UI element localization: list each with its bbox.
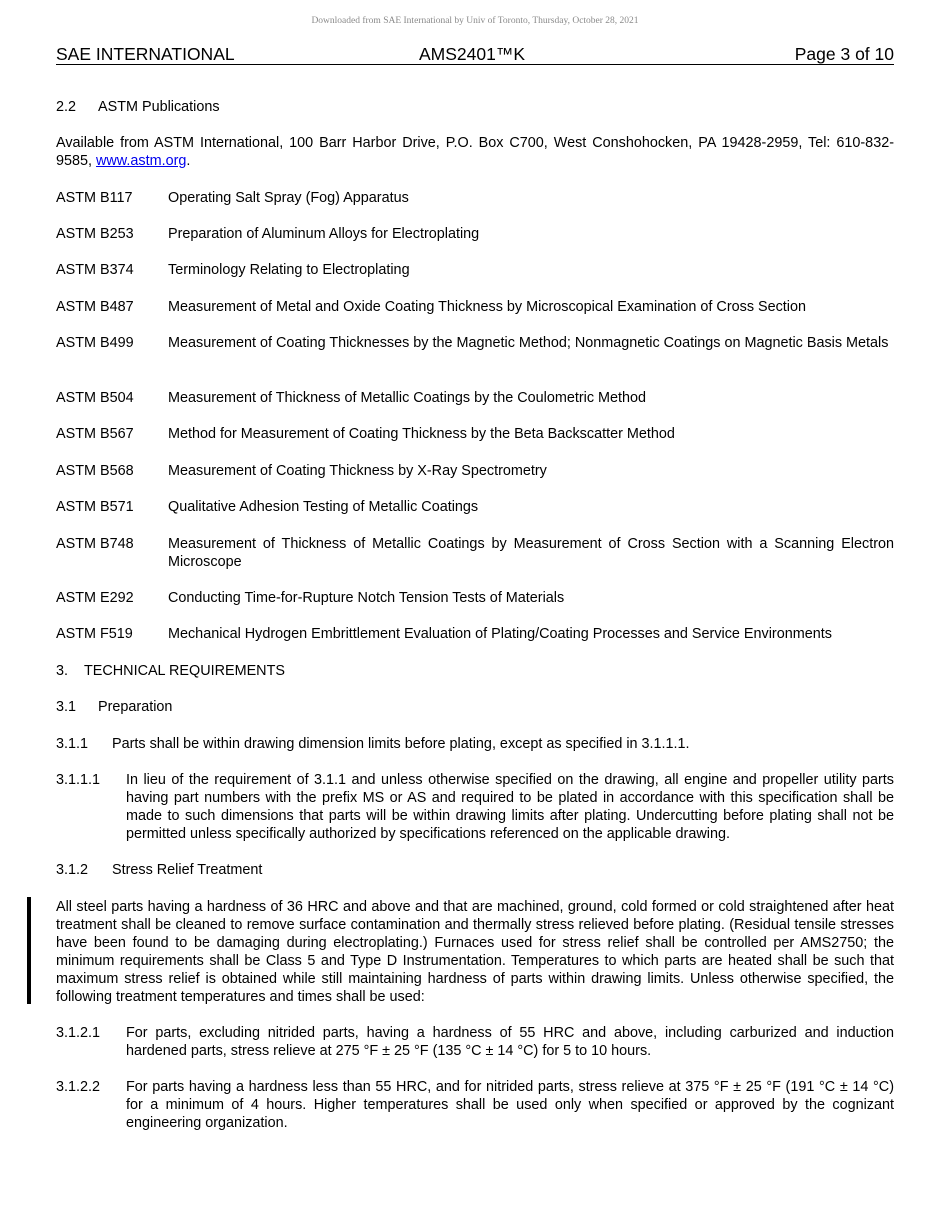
ref-code: ASTM B253	[56, 226, 134, 242]
ref-code: ASTM E292	[56, 590, 134, 606]
ref-code: ASTM B571	[56, 499, 134, 515]
ref-code: ASTM B117	[56, 190, 133, 206]
watermark: Downloaded from SAE International by Univ of Toronto, Thursday, October 28, 2021	[311, 16, 639, 26]
header-page-number: Page 3 of 10	[794, 44, 894, 64]
section-3-1-2-1-number: 3.1.2.1	[56, 1025, 101, 1041]
section-3-1-1-1-text: In lieu of the requirement of 3.1.1 and unless otherwise specified on the drawing, all engine and propeller utility parts having part numbers with the prefix MS or AS and required to be plated in accordance with this specification shall be made to such dimensions that parts will be within drawing limits after plating. Undercutting before plating shall not be permitted unless specifically authorized by specifications referenced on the applicable drawing.	[126, 772, 894, 842]
ref-title: Measurement of Metal and Oxide Coating Thickness by Microscopical Examination of Cross Section	[168, 299, 807, 315]
ref-title: Measurement of Thickness of Metallic Coatings by Measurement of Cross Section with a Scanning Electron Microscope	[168, 536, 894, 570]
section-3-1-2-1-text: For parts, excluding nitrided parts, having a hardness of 55 HRC and above, including carburized and induction hardened parts, stress relieve at 275 °F ± 25 °F (135 °C ± 14 °C) for 5 to 10 hours.	[126, 1025, 894, 1059]
section-2-2-number: 2.2	[56, 99, 77, 115]
ref-title: Preparation of Aluminum Alloys for Electroplating	[168, 226, 480, 242]
section-3-number: 3.	[56, 663, 69, 679]
section-3-1-title: Preparation	[98, 699, 173, 715]
section-3-1-2-title: Stress Relief Treatment	[112, 862, 263, 878]
revision-change-bar	[27, 897, 31, 1004]
ref-code: ASTM F519	[56, 626, 133, 642]
ref-code: ASTM B504	[56, 390, 134, 406]
section-3-1-2-2-text: For parts having a hardness less than 55 HRC, and for nitrided parts, stress relieve at 375 °F ± 25 °F (191 °C ± 14 °C) for a minimum of 4 hours. Higher temperatures shall be used only when specified or approved by the cognizant engineering organization.	[126, 1079, 894, 1131]
header-doc-id: AMS2401™K	[419, 44, 526, 64]
section-3-1-2-number: 3.1.2	[56, 862, 89, 878]
ref-title: Conducting Time-for-Rupture Notch Tension Tests of Materials	[168, 590, 565, 606]
ref-code: ASTM B567	[56, 426, 134, 442]
section-3-1-1-1-number: 3.1.1.1	[56, 772, 101, 788]
astm-availability-text: Available from ASTM International, 100 Barr Harbor Drive, P.O. Box C700, West Conshohocken, PA 19428-2959, Tel: 610-832-9585,	[56, 135, 894, 169]
page-header	[56, 44, 894, 65]
section-3-1-1-text: Parts shall be within drawing dimension limits before plating, except as specified in 3.1.1.1.	[112, 736, 690, 752]
ref-code: ASTM B748	[56, 536, 134, 552]
ref-code: ASTM B499	[56, 335, 134, 351]
stress-relief-paragraph: All steel parts having a hardness of 36 HRC and above and that are machined, ground, cold formed or cold straightened after heat treatment shall be cleaned to remove surface contamination and thermally stress relieved before plating. (Residual tensile stresses have been found to be damaging during electroplating.) Furnaces used for stress relief shall be controlled per AMS2750; the minimum requirements shall be Class 5 and Type D Instrumentation. Temperatures to which parts are heated shall be such that maximum stress relief is obtained while still maintaining hardness of parts within drawing limits. Unless otherwise specified, the following treatment temperatures and times shall be used:	[56, 899, 894, 1005]
ref-code: ASTM B568	[56, 463, 134, 479]
section-3-title: TECHNICAL REQUIREMENTS	[84, 663, 285, 679]
astm-link-suffix: .	[186, 153, 191, 169]
ref-title: Operating Salt Spray (Fog) Apparatus	[168, 190, 409, 206]
ref-title: Measurement of Coating Thicknesses by the Magnetic Method; Nonmagnetic Coatings on Magnetic Basis Metals	[168, 335, 889, 351]
section-2-2-title: ASTM Publications	[98, 99, 220, 115]
header-org: SAE INTERNATIONAL	[56, 44, 235, 64]
section-3-1-number: 3.1	[56, 699, 77, 715]
ref-code: ASTM B374	[56, 262, 134, 278]
ref-title: Qualitative Adhesion Testing of Metallic Coatings	[168, 499, 479, 515]
ref-title: Terminology Relating to Electroplating	[168, 262, 410, 278]
ref-title: Mechanical Hydrogen Embrittlement Evaluation of Plating/Coating Processes and Service Environments	[168, 626, 832, 642]
section-3-1-2-2-number: 3.1.2.2	[56, 1079, 101, 1095]
ref-title: Method for Measurement of Coating Thickness by the Beta Backscatter Method	[168, 426, 675, 442]
ref-title: Measurement of Thickness of Metallic Coatings by the Coulometric Method	[168, 390, 647, 406]
astm-website-link[interactable]: www.astm.org	[96, 153, 187, 169]
ref-code: ASTM B487	[56, 299, 134, 315]
ref-title: Measurement of Coating Thickness by X-Ray Spectrometry	[168, 463, 547, 479]
astm-availability-paragraph	[56, 134, 894, 170]
section-3-1-1-number: 3.1.1	[56, 736, 89, 752]
